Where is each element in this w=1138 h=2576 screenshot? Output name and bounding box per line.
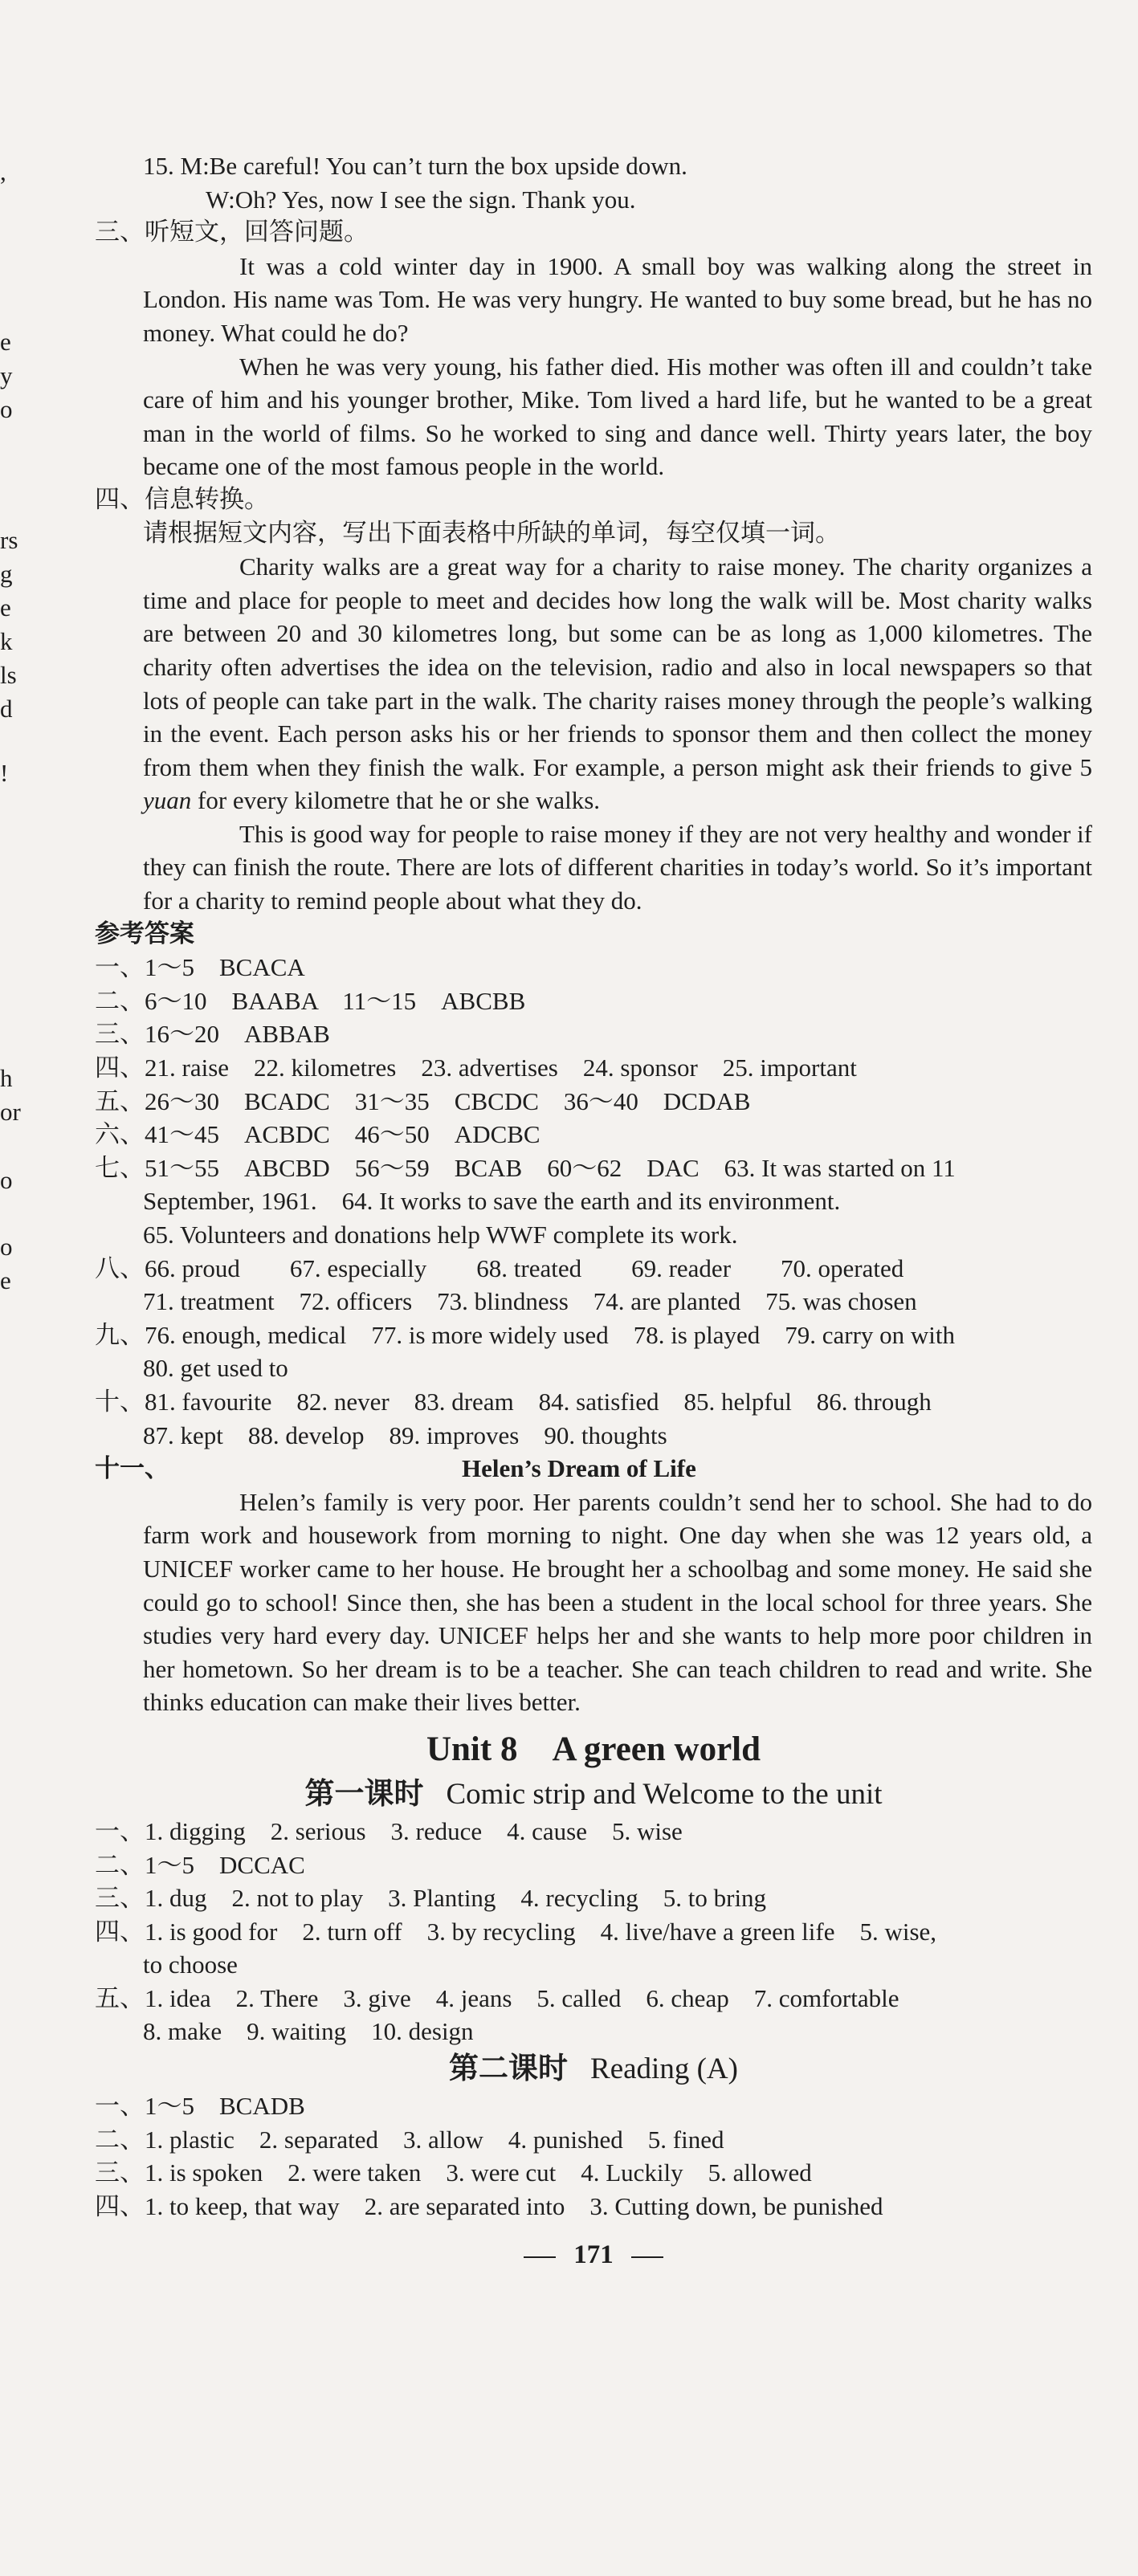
italic-word: yuan [143, 786, 192, 815]
paragraph [143, 550, 1092, 817]
edge-fragment: or [0, 1098, 21, 1126]
paragraph: This is good way for people to raise money if they are not very healthy and wonder if they can finish the route. There are lots of different charities in today’s world. So it’s important for a charity to remind people about what they do. [143, 819, 1092, 915]
answer-line: September, 1961. 64. It works to save the earth and its environment. [143, 1187, 841, 1216]
edge-fragment: e [0, 328, 11, 356]
answer-line: 71. treatment 72. officers 73. blindness 74. are planted 75. was chosen [143, 1287, 917, 1316]
answer-line: 一、1～5 BCACA [95, 953, 305, 982]
answer-line: 九、76. enough, medical 77. is more widely used 78. is played 79. carry on with [95, 1320, 956, 1349]
answer-page [95, 149, 1092, 2272]
answer-line: 二、1. plastic 2. separated 3. allow 4. punished 5. fined [95, 2125, 724, 2154]
edge-fragment: d [0, 695, 13, 723]
answer-line: 一、1. digging 2. serious 3. reduce 4. cause 5. wise [95, 1816, 683, 1845]
answer-line: 87. kept 88. develop 89. improves 90. thoughts [143, 1420, 667, 1449]
lesson-number: 第二课时 [449, 2051, 569, 2086]
lesson-heading [95, 2048, 1092, 2089]
paragraph: It was a cold winter day in 1900. A small boy was walking along the street in London. His name was Tom. He was very hungry. He wanted to buy some bread, but he has no money. What could he do? [143, 251, 1092, 347]
edge-fragment: ! [0, 759, 9, 787]
answer-key-heading: 参考答案 [95, 919, 194, 948]
answer-line: 六、41～45 ACBDC 46～50 ADCBC [95, 1120, 540, 1149]
essay-title-row [95, 1452, 1092, 1486]
lesson-heading [95, 1774, 1092, 1815]
edge-fragment: g [0, 560, 13, 588]
lesson-name: Comic strip and Welcome to the unit [446, 1777, 883, 1811]
dialogue-line: W:Oh? Yes, now I see the sign. Thank you. [206, 185, 636, 214]
answer-line: 一、1～5 BCADB [95, 2092, 305, 2121]
edge-fragment: o [0, 1166, 13, 1194]
answer-line: 二、6～10 BAABA 11～15 ABCBB [95, 986, 526, 1015]
answer-line: 8. make 9. waiting 10. design [143, 2017, 474, 2046]
paragraph-text: Charity walks are a great way for a charity to raise money. The charity organizes a time and place for people to meet and decides how long the walk will be. Most charity walks are between 20 and 30 kilometres long, but some can be as long as 1,000 kilometres. The charity often advertises the idea on the television, radio and also in local newspapers so that lots of people can take part in the walk. The charity raises money through the people’s walking in the event. Each person asks his or her friends to sponsor them and then collect the money from them when they finish the walk. For example, a person might ask their friends to give 5 [143, 552, 1092, 781]
edge-fragment: o [0, 1233, 13, 1261]
unit-title: Unit 8 A green world [426, 1730, 761, 1768]
edge-fragment: e [0, 1266, 11, 1294]
edge-fragment: e [0, 593, 11, 622]
instruction: 请根据短文内容，写出下面表格中所缺的单词，每空仅填一词。 [143, 518, 840, 548]
answer-line: 四、1. is good for 2. turn off 3. by recycling 4. live/have a green life 5. wise, [95, 1917, 937, 1946]
edge-fragment: o [0, 395, 13, 423]
answer-line: 三、1. is spoken 2. were taken 3. were cut 4. Luckily 5. allowed [95, 2158, 812, 2187]
answer-line: 二、1～5 DCCAC [95, 1850, 305, 1879]
answer-line: 65. Volunteers and donations help WWF complete its work. [143, 1221, 738, 1249]
answer-line: 五、26～30 BCADC 31～35 CBCDC 36～40 DCDAB [95, 1086, 751, 1115]
edge-fragment: h [0, 1064, 13, 1092]
edge-fragment: y [0, 361, 13, 389]
paragraph: When he was very young, his father died. His mother was often ill and couldn’t take care of him and his younger brother, Mike. Tom lived a hard life, but he wanted to be a great man in the world of films. So he worked to sing and dance well. Thirty years later, the boy became one of the most famous people in the world. [143, 352, 1092, 481]
edge-fragment: , [0, 157, 6, 185]
essay-title: Helen’s Dream of Life [462, 1454, 696, 1483]
edge-fragment: rs [0, 526, 18, 554]
section-heading: 四、信息转换。 [95, 484, 269, 514]
paragraph-text: for every kilometre that he or she walks. [191, 786, 601, 815]
model-essay: Helen’s family is very poor. Her parents couldn’t send her to school. She had to do farm work and housework from morning to night. One day when she was 12 years old, a UNICEF worker came to her house. He brought her a schoolbag and some money. He said she could go to school! Since then, she has been a student in the local school for three years. She studies very hard every day. UNICEF helps her and she wants to help more poor children in her hometown. So her dream is to be a teacher. She can teach children to read and write. She thinks education can make their lives better. [143, 1487, 1092, 1717]
answer-line: 十、81. favourite 82. never 83. dream 84. satisfied 85. helpful 86. through [95, 1387, 932, 1416]
edge-fragment: ls [0, 661, 17, 689]
answer-line: 三、1. dug 2. not to play 3. Planting 4. recycling 5. to bring [95, 1884, 767, 1913]
edge-fragment: k [0, 627, 13, 655]
lesson-number: 第一课时 [304, 1775, 424, 1811]
answer-line: 七、51～55 ABCBD 56～59 BCAB 60～62 DAC 63. It was started on 11 [95, 1153, 956, 1182]
lesson-name: Reading (A) [590, 2052, 738, 2086]
answer-line: 八、66. proud 67. especially 68. treated 69. reader 70. operated [95, 1253, 904, 1282]
section-heading: 三、听短文，回答问题。 [95, 218, 369, 247]
answer-line: 三、16～20 ABBAB [95, 1020, 330, 1049]
answer-line: 80. get used to [143, 1354, 288, 1383]
dialogue-line: 15. M:Be careful! You can’t turn the box upside down. [143, 152, 687, 180]
answer-line: 四、21. raise 22. kilometres 23. advertises 24. sponsor 25. important [95, 1054, 857, 1082]
answer-line: 四、1. to keep, that way 2. are separated into 3. Cutting down, be punished [95, 2191, 883, 2220]
answer-line: 五、1. idea 2. There 3. give 4. jeans 5. called 6. cheap 7. comfortable [95, 1983, 899, 2012]
answer-number: 十一、 [95, 1454, 169, 1483]
answer-line: to choose [143, 1950, 238, 1979]
page-number: 171 [95, 2239, 1092, 2272]
